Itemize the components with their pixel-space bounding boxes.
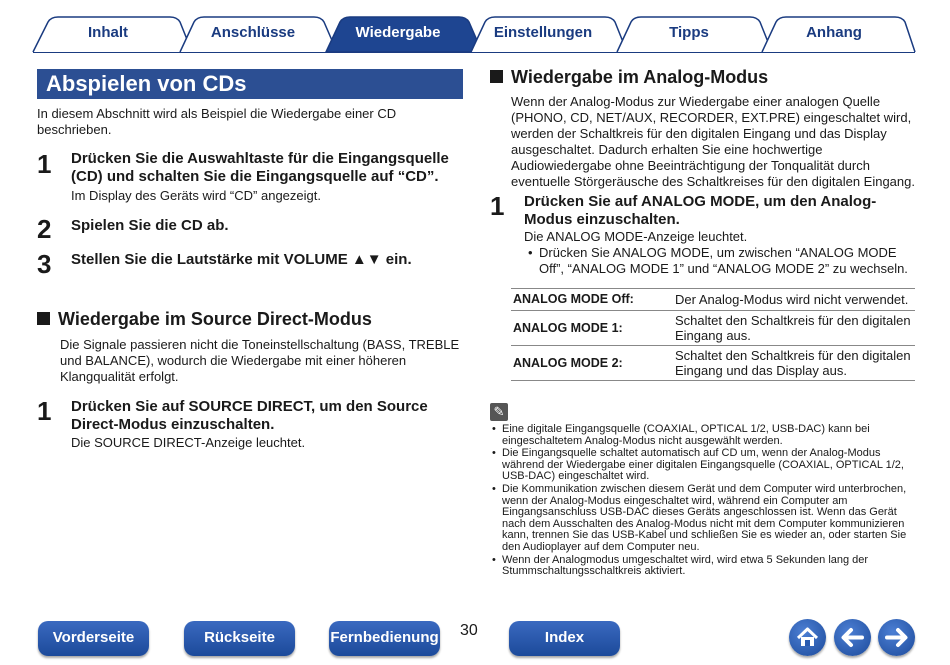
tab-tipps[interactable]: Tipps (669, 24, 709, 41)
section-heading-source-direct (37, 308, 372, 330)
step-number: 2 (37, 214, 52, 244)
intro-text: In diesem Abschnitt wird als Beispiel die Wiedergabe einer CD beschrieben. (37, 106, 397, 137)
step-number: 1 (37, 396, 52, 426)
table-cell-value: Der Analog-Modus wird nicht verwendet. (673, 289, 915, 311)
pencil-icon: ✎ (490, 403, 508, 421)
step-number: 1 (37, 149, 52, 179)
list-item: • Die Eingangsquelle schaltet automatisch auf CD um, wenn der Analog-Modus während der Wiedergabe einer digitalen Eingangsquelle (COAXIAL, OPTICAL 1/2, USB-DAC) eingeschaltet wird. (489, 448, 917, 483)
source-direct-text: Die Signale passieren nicht die Toneinstellschaltung (BASS, TREBLE und BALANCE), wodurch die Wiedergabe mit einer höheren Klangqualität erfolgt. (60, 337, 460, 384)
table-cell-value: Schaltet den Schaltkreis für den digitalen Eingang aus. (673, 311, 915, 346)
bullet-dot: • (528, 245, 533, 260)
back-page-button[interactable]: Rückseite (184, 621, 295, 656)
tab-anschluesse[interactable]: Anschlüsse (210, 24, 296, 41)
page-title: Abspielen von CDs (37, 69, 463, 99)
tab-inhalt[interactable]: Inhalt (88, 24, 128, 41)
home-icon (789, 619, 826, 656)
square-bullet-icon (490, 70, 503, 83)
table-row (511, 289, 915, 311)
step-title: Spielen Sie die CD ab. (71, 217, 229, 234)
analog-text: Wenn der Analog-Modus zur Wiedergabe einer analogen Quelle (PHONO, CD, NET/AUX, RECORDER, EXT.PRE) eingeschaltet wird, werden der Schaltkreis für den digitalen Eingang und das Display ausgeschaltet. Dadurch erhalten Sie eine hochwertige Audiowiedergabe ohne Beeinträchtigung der Tonqualität durch eventuelle Störgeräusche des Schaltkreises für den digitalen Eingang. (511, 94, 915, 189)
table-row (511, 311, 915, 346)
page-number: 30 (460, 622, 478, 639)
step-title: Stellen Sie die Lautstärke mit VOLUME ▲▼ ein. (71, 251, 412, 268)
step-number: 3 (37, 249, 52, 279)
list-item: • Wenn der Analogmodus umgeschaltet wird, wird etwa 5 Sekunden lang der Stummschaltungsschaltkreis aktiviert. (489, 555, 917, 578)
list-item: • Eine digitale Eingangsquelle (COAXIAL, OPTICAL 1/2, USB-DAC) kann bei eingeschaltetem Analog-Modus nicht ausgewählt werden. (489, 424, 917, 447)
arrow-left-icon (834, 619, 871, 656)
tab-anhang[interactable]: Anhang (806, 24, 862, 41)
bullet-text: Drücken Sie ANALOG MODE, um zwischen “ANALOG MODE Off”, “ANALOG MODE 1” und “ANALOG MODE 2” zu wechseln. (539, 245, 908, 276)
heading-text: Wiedergabe im Analog-Modus (511, 67, 769, 87)
step-title: Drücken Sie auf SOURCE DIRECT, um den Source Direct-Modus einzuschalten. (71, 398, 428, 433)
step-bullet (528, 245, 918, 277)
previous-page-button[interactable] (834, 619, 871, 656)
table-row (511, 346, 915, 381)
step-title: Drücken Sie auf ANALOG MODE, um den Analog-Modus einzuschalten. (524, 193, 877, 228)
step-description: Die ANALOG MODE-Anzeige leuchtet. (524, 229, 748, 244)
home-button[interactable] (789, 619, 826, 656)
table-cell-key: ANALOG MODE 1: (511, 311, 673, 346)
tab-einstellungen[interactable]: Einstellungen (493, 24, 593, 41)
remote-control-button[interactable]: Fernbedienung (329, 621, 440, 656)
section-heading-analog (490, 66, 768, 88)
table-cell-key: ANALOG MODE 2: (511, 346, 673, 381)
step-description: Die SOURCE DIRECT-Anzeige leuchtet. (71, 435, 306, 450)
list-item: • Die Kommunikation zwischen diesem Gerät und dem Computer wird unterbrochen, wenn der Analog-Modus eingeschaltet wird, während ein Computer am Eingangsanschluss USB-DAC dieses Geräts angeschlossen ist. Wenn das Gerät nach dem Ausschalten des Analog-Modus nicht mit dem Computer kommunizieren kann, trennen Sie das USB-Kabel und schließen Sie es wieder an, oder starten Sie den Audioplayer auf dem Computer neu. (489, 484, 917, 554)
step-number: 1 (490, 191, 505, 221)
heading-text: Wiedergabe im Source Direct-Modus (58, 309, 372, 329)
tab-wiedergabe[interactable]: Wiedergabe (355, 24, 441, 41)
notes-list (489, 424, 917, 579)
analog-mode-table (511, 288, 915, 381)
step-description: Im Display des Geräts wird “CD” angezeigt. (71, 188, 321, 203)
front-page-button[interactable]: Vorderseite (38, 621, 149, 656)
next-page-button[interactable] (878, 619, 915, 656)
arrow-right-icon (878, 619, 915, 656)
square-bullet-icon (37, 312, 50, 325)
tab-bar (0, 0, 950, 56)
index-button[interactable]: Index (509, 621, 620, 656)
table-cell-value: Schaltet den Schaltkreis für den digitalen Eingang und das Display aus. (673, 346, 915, 381)
step-title: Drücken Sie die Auswahltaste für die Eingangsquelle (CD) und schalten Sie die Eingangsquelle auf “CD”. (71, 150, 449, 185)
table-cell-key: ANALOG MODE Off: (511, 289, 673, 311)
